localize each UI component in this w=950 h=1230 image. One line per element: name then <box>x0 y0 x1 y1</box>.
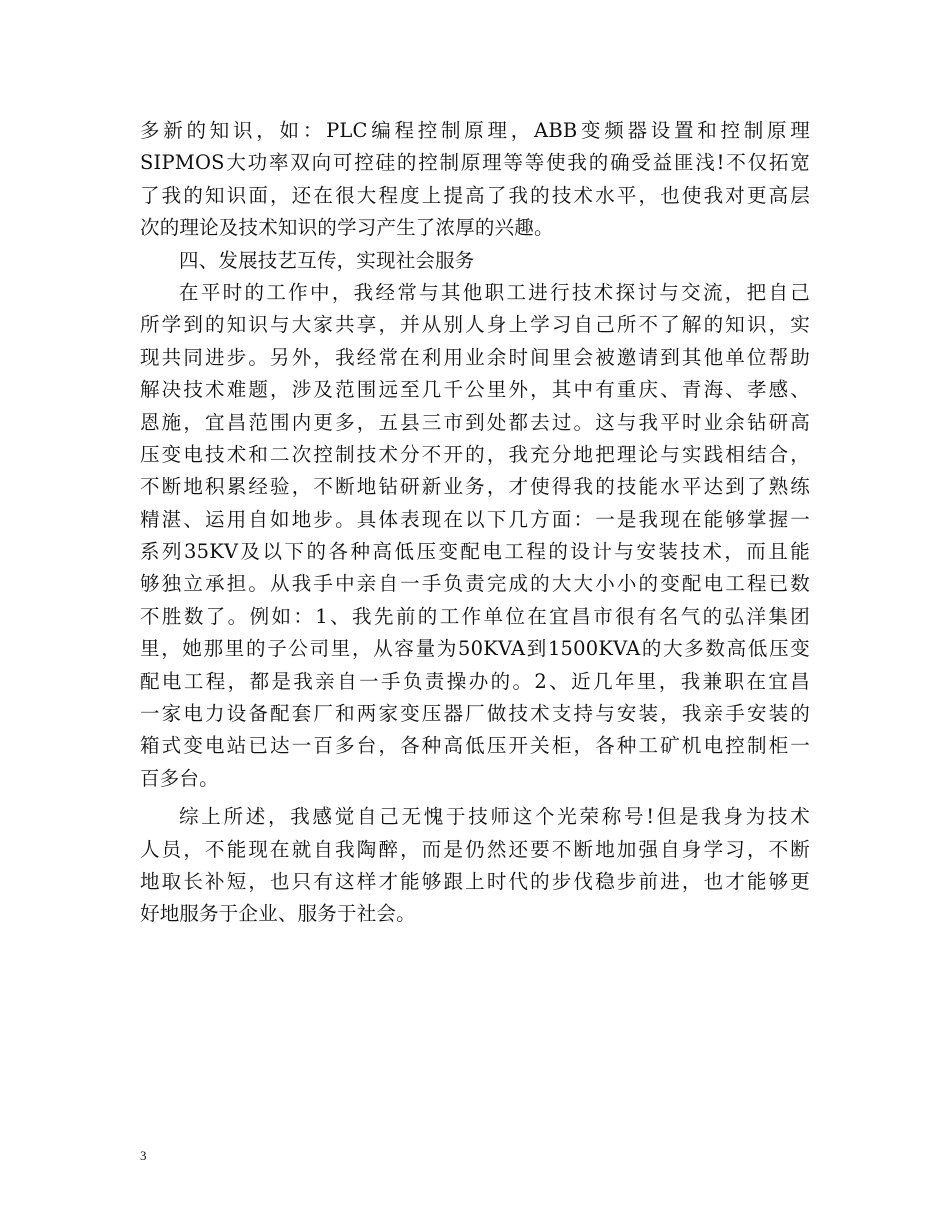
text-line: 箱式变电站已达一百多台，各种高低压开关柜，各种工矿机电控制柜一 <box>140 734 810 758</box>
text-line: 里，她那里的子公司里，从容量为50KVA到1500KVA的大多数高低压变 <box>140 637 810 661</box>
text-line: 解决技术难题，涉及范围远至几千公里外，其中有重庆、青海、孝感、 <box>140 378 810 402</box>
body-text <box>140 115 810 931</box>
text-line: 次的理论及技术知识的学习产生了浓厚的兴趣。 <box>140 216 554 240</box>
text-line: 不胜数了。例如：1、我先前的工作单位在宜昌市很有名气的弘洋集团 <box>140 604 810 628</box>
text-line: 在平时的工作中，我经常与其他职工进行技术探讨与交流，把自己 <box>179 280 810 304</box>
text-line: 综上所述，我感觉自己无愧于技师这个光荣称号!但是我身为技术 <box>179 805 810 829</box>
text-line: 四、发展技艺互传，实现社会服务 <box>179 248 475 272</box>
paragraph-technical-exchange <box>140 277 810 795</box>
text-line: 现共同进步。另外，我经常在利用业余时间里会被邀请到其他单位帮助 <box>140 345 810 369</box>
text-line: 压变电技术和二次控制技术分不开的，我充分地把理论与实践相结合， <box>140 442 810 466</box>
text-line: 配电工程，都是我亲自一手负责操办的。2、近几年里，我兼职在宜昌 <box>140 669 810 693</box>
paragraph-knowledge-continued <box>140 115 810 245</box>
text-line: 恩施，宜昌范围内更多，五县三市到处都去过。这与我平时业余钻研高 <box>140 410 810 434</box>
text-line: SIPMOS大功率双向可控硅的控制原理等等使我的确受益匪浅!不仅拓宽 <box>140 151 810 175</box>
page-number: 3 <box>140 1148 147 1163</box>
paragraph-conclusion <box>140 801 810 931</box>
text-line: 百多台。 <box>140 766 219 790</box>
text-line: 多新的知识，如：PLC编程控制原理，ABB变频器设置和控制原理 <box>140 119 810 142</box>
text-line: 精湛、运用自如地步。具体表现在以下几方面：一是我现在能够掌握一 <box>140 507 810 531</box>
text-line: 够独立承担。从我手中亲自一手负责完成的大大小小的变配电工程已数 <box>140 572 810 596</box>
text-line: 所学到的知识与大家共享，并从别人身上学习自己所不了解的知识，实 <box>140 313 810 337</box>
text-line: 地取长补短，也只有这样才能够跟上时代的步伐稳步前进，也才能够更 <box>140 869 810 893</box>
text-line: 不断地积累经验，不断地钻研新业务，才使得我的技能水平达到了熟练 <box>140 475 810 499</box>
text-line: 了我的知识面，还在很大程度上提高了我的技术水平，也使我对更高层 <box>140 183 810 207</box>
text-line: 人员，不能现在就自我陶醉，而是仍然还要不断地加强自身学习，不断 <box>140 837 810 861</box>
text-line: 系列35KV及以下的各种高低压变配电工程的设计与安装技术，而且能 <box>140 540 810 564</box>
text-line: 好地服务于企业、服务于社会。 <box>140 902 416 926</box>
section-heading-four <box>140 245 810 277</box>
text-line: 一家电力设备配套厂和两家变压器厂做技术支持与安装，我亲手安装的 <box>140 702 810 726</box>
